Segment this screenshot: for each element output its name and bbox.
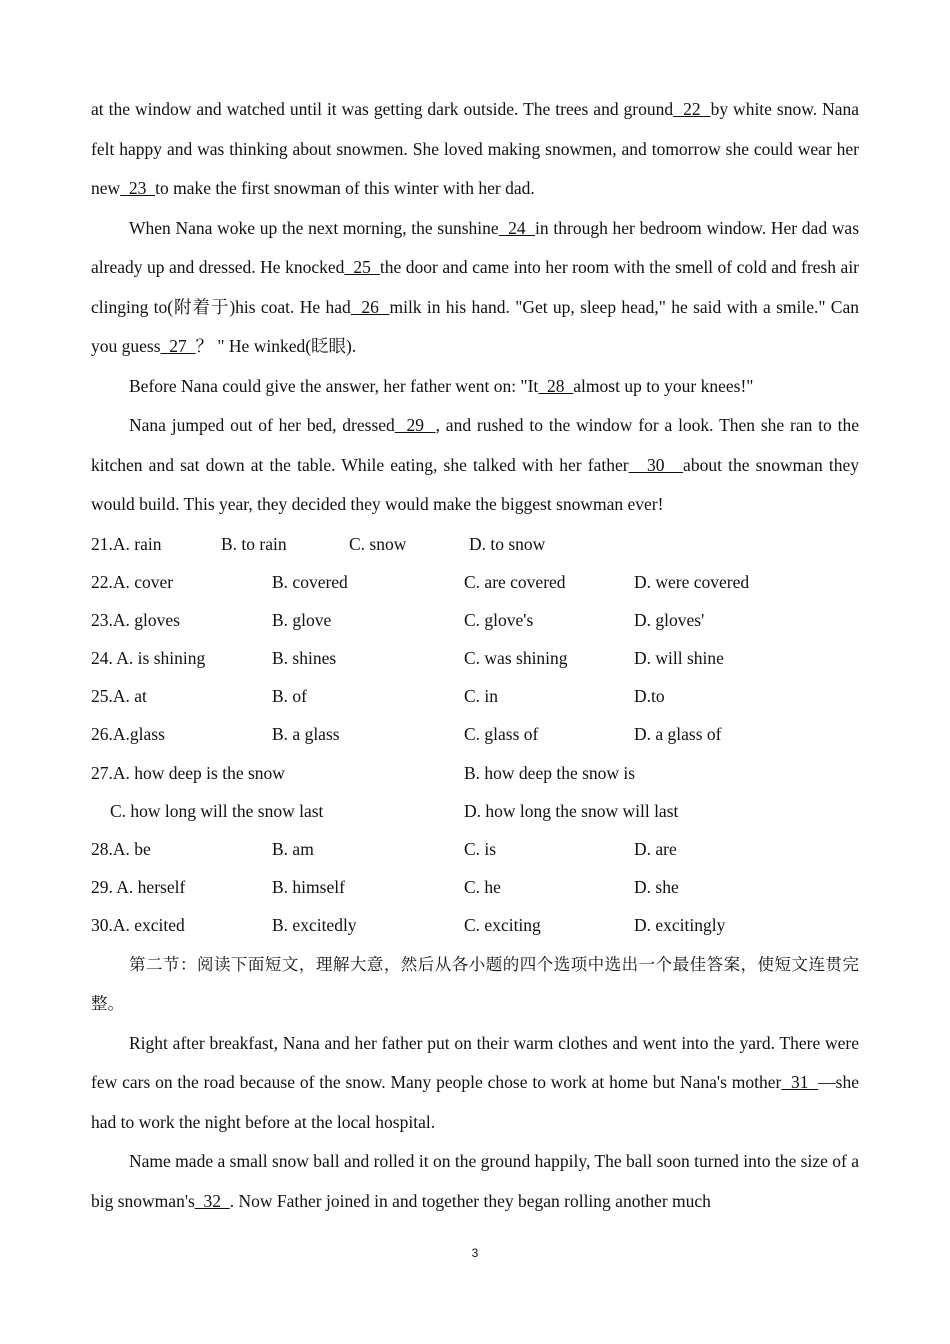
blank-22: 22	[673, 99, 711, 119]
option-d: D. how long the snow will last	[464, 800, 679, 821]
option-c: C. how long will the snow last	[110, 800, 324, 821]
document-page	[91, 90, 859, 1221]
option-b: B. excitedly	[272, 915, 357, 936]
section2-instruction: 第二节：阅读下面短文，理解大意，然后从各小题的四个选项中选出一个最佳答案，使短文连贯完整。	[91, 954, 859, 1014]
option-a: 21.A. rain	[91, 533, 162, 554]
option-c: C. in	[464, 686, 499, 707]
option-d: D. a glass of	[634, 724, 722, 745]
option-a: 29. A. herself	[91, 877, 186, 898]
option-row-29	[91, 868, 859, 906]
option-row-26	[91, 715, 859, 753]
option-d: D. excitingly	[634, 915, 726, 936]
option-a: 24. A. is shining	[91, 648, 206, 669]
option-a: 30.A. excited	[91, 915, 185, 936]
option-c: C. snow	[349, 533, 407, 554]
option-row-23	[91, 601, 859, 639]
option-d: D. were covered	[634, 571, 750, 592]
option-a: 27.A. how deep is the snow	[91, 762, 285, 783]
option-row-28	[91, 830, 859, 868]
option-c: C. is	[464, 839, 497, 859]
option-a: 28.A. be	[91, 839, 151, 859]
option-d: D. will shine	[634, 648, 724, 669]
passage1-paragraph-3: Before Nana could give the answer, her father went on: "It 28 almost up to your knees!"	[129, 375, 754, 396]
passage1-paragraph-2: When Nana woke up the next morning, the sunshine 24 in through her bedroom window. Her dad was already up and dressed. He knocked 25 the door and came into her room with the smell of cold and fresh air clinging to(附着于)his coat. He had 26 milk in his hand. "Get up, sleep head," he said with a smile." Can you guess 27 ？ " He winked(眨眼).	[91, 217, 860, 356]
passage2-paragraph-2: Name made a small snow ball and rolled it on the ground happily, The ball soon turned into the size of a big snowman's 32 . Now Father joined in and together they began rolling another much	[91, 1151, 859, 1211]
option-b: B. himself	[272, 877, 345, 898]
blank-28: 28	[538, 375, 574, 396]
option-c: C. glove's	[464, 609, 534, 630]
blank-32: 32	[194, 1190, 230, 1211]
option-c: C. exciting	[464, 915, 541, 936]
option-b: B. glove	[272, 609, 332, 630]
option-c: C. was shining	[464, 648, 568, 669]
option-b: B. covered	[272, 571, 348, 592]
blank-25: 25	[344, 257, 380, 277]
option-row-27b	[91, 792, 859, 830]
option-a: 25.A. at	[91, 686, 147, 707]
blank-27: 27	[160, 336, 196, 356]
passage2-paragraph-1: Right after breakfast, Nana and her father put on their warm clothes and went into the yard. There were few cars on the road because of the snow. Many people chose to work at home but Nana's mother 31 —she had to work the night before at the local hospital.	[91, 1032, 859, 1132]
option-b: B. shines	[272, 648, 337, 669]
option-c: C. glass of	[464, 724, 539, 745]
option-a: 23.A. gloves	[91, 609, 180, 630]
blank-23: 23	[120, 178, 156, 198]
option-d: D. to snow	[469, 533, 546, 554]
passage1-paragraph-4: Nana jumped out of her bed, dressed 29 , and rushed to the window for a look. Then she ran to the kitchen and sat down at the table. While eating, she talked with her father 30 about the snowman they would build. This year, they decided they would make the biggest snowman ever!	[91, 415, 860, 514]
option-row-24	[91, 639, 859, 677]
option-b: B. to rain	[221, 533, 287, 554]
blank-26: 26	[350, 296, 390, 317]
option-b: B. how deep the snow is	[464, 762, 636, 783]
blank-24: 24	[498, 217, 536, 238]
option-d: D. she	[634, 877, 679, 898]
blank-30: 30	[628, 454, 684, 475]
page-number: 3	[471, 1246, 479, 1260]
option-row-27a	[91, 754, 859, 792]
option-a: 26.A.glass	[91, 724, 165, 745]
passage1-paragraph-1: at the window and watched until it was getting dark outside. The trees and ground 22 by white snow. Nana felt happy and was thinking about snowmen. She loved making snowmen, and tomorrow she could wear her new 23 to make the first snowman of this winter with her dad.	[91, 99, 860, 198]
option-b: B. of	[272, 686, 307, 707]
option-row-21	[91, 525, 859, 563]
option-b: B. am	[272, 839, 314, 859]
blank-31: 31	[781, 1072, 819, 1093]
options-list	[91, 525, 859, 945]
option-d: D. are	[634, 839, 677, 859]
option-d: D. gloves'	[634, 609, 705, 630]
option-d: D.to	[634, 686, 665, 707]
option-row-30	[91, 906, 859, 944]
option-row-25	[91, 677, 859, 715]
option-a: 22.A. cover	[91, 571, 174, 592]
blank-29: 29	[394, 415, 436, 435]
option-b: B. a glass	[272, 724, 340, 745]
option-c: C. are covered	[464, 571, 566, 592]
option-row-22	[91, 563, 859, 601]
option-c: C. he	[464, 877, 501, 898]
